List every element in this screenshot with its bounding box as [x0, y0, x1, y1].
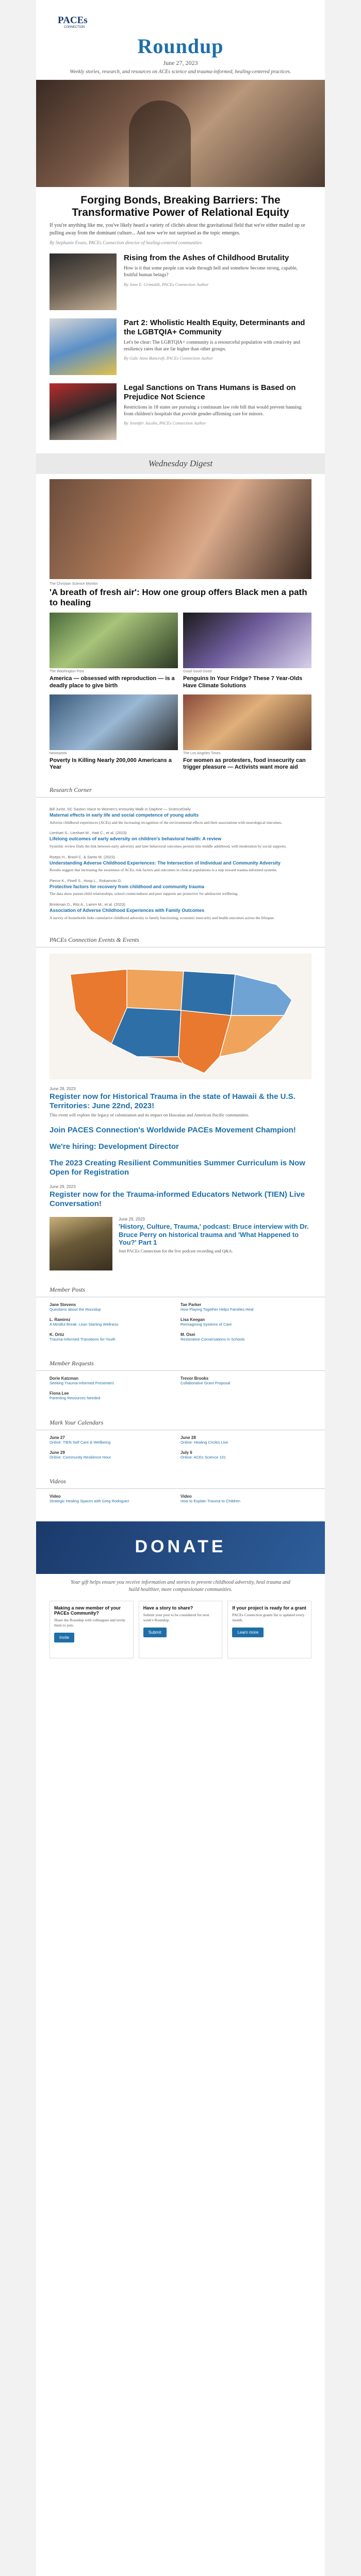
digest-top-source: The Christian Science Monitor — [50, 582, 98, 586]
lead-image[interactable] — [36, 80, 325, 187]
research-abstract: Systemic review finds the link between early adversity and later behavioral outcomes persists into middle adulthood, with moderation by social supports. — [50, 844, 287, 849]
list-item[interactable] — [180, 1329, 311, 1344]
author-name: Jane Stevens — [50, 1302, 76, 1307]
video-link[interactable]: Strategic Healing Spaces with Greg Rodriguez — [50, 1498, 129, 1503]
post-link[interactable]: Restorative Conversations in Schools — [180, 1337, 245, 1342]
event-link[interactable]: Online: TIEN Self Care & Wellbeing — [50, 1439, 111, 1445]
cta-heading: If your project is ready for a grant — [232, 1605, 306, 1611]
digest-source: Newsweek — [50, 751, 67, 755]
author-name: Trevor Brooks — [180, 1376, 209, 1381]
feature-title[interactable]: Legal Sanctions on Trans Humans is Based on Prejudice Not Science — [124, 383, 296, 401]
author-name: Fiona Lee — [50, 1391, 69, 1396]
feature-row — [36, 383, 325, 440]
newsletter-title: Roundup — [137, 35, 224, 58]
event-date: June 29, 2023 — [50, 1184, 76, 1189]
event-item — [36, 1159, 325, 1177]
feature-row — [36, 253, 325, 310]
cta-box — [50, 1601, 134, 1658]
research-meta: Bill Jurist, SC Saxton Voice to Women's Immunity Walk in Daphne — ScienceDaily — [50, 807, 191, 812]
list-item[interactable] — [180, 1299, 311, 1314]
lead-body: If you're anything like me, you've likely heard a variety of clichés about the gravitational field that we're either mailed up or pulling away from the dominant culture... And now we're not surprised as the topic emerges. — [50, 223, 305, 236]
podcast-description: Join PACEs Connection for the live podcast recording and Q&A. — [119, 1248, 233, 1253]
event-title[interactable]: Join PACES Connection's Worldwide PACEs Movement Champion! — [50, 1125, 296, 1134]
lead-article — [36, 194, 325, 245]
event-item — [36, 1087, 325, 1118]
digest-item[interactable] — [183, 613, 311, 689]
post-link[interactable]: A Mindful Break: Lean Starting Wellness — [50, 1322, 119, 1327]
post-link[interactable]: Trauma-Informed Transitions for Youth — [50, 1337, 116, 1342]
research-title[interactable]: Protective factors for recovery from childhood and community trauma — [50, 884, 205, 889]
feature-thumbnail[interactable] — [50, 383, 117, 440]
post-link[interactable]: How Playing Together Helps Families Heal — [180, 1307, 254, 1312]
list-item[interactable] — [50, 1314, 180, 1329]
digest-source: Good Good Good — [183, 670, 212, 674]
event-date: June 28, 2023 — [50, 1087, 76, 1092]
feature-thumbnail[interactable] — [50, 253, 117, 310]
feature-byline: By Jennifer Jacobs, PACEs Connection Author — [124, 420, 206, 426]
research-title[interactable]: Maternal effects in early life and social competence of young adults — [50, 812, 199, 818]
event-item — [36, 1142, 325, 1151]
research-abstract: Adverse childhood experiences (ACEs) and the increasing recognition of the environmental effects and their associations with neurological outcomes. — [50, 820, 282, 825]
cta-box — [227, 1601, 311, 1658]
research-meta: Pierce K., Pinell S., Hosp L., Rokamoto G. — [50, 878, 122, 883]
cta-box — [139, 1601, 223, 1658]
email-body — [36, 0, 325, 2576]
podcast-date: June 29, 2023 — [119, 1216, 145, 1222]
list-item[interactable] — [50, 1447, 180, 1462]
digest-title[interactable]: America — obsessed with reproduction — is a deadly place to give birth — [50, 675, 175, 689]
event-date: July 6 — [180, 1450, 192, 1455]
research-list — [36, 798, 325, 921]
research-item — [50, 831, 311, 849]
digest-item[interactable] — [50, 694, 178, 771]
list-item[interactable] — [50, 1373, 180, 1388]
cta-body: Submit your post to be considered for next week's Roundup. — [143, 1612, 209, 1623]
feature-byline: By Gale Anne Bancroft, PACEs Connection Author — [124, 355, 214, 361]
calendar-list — [36, 1430, 325, 1462]
request-link[interactable]: Parenting Resources Needed — [50, 1396, 101, 1401]
research-item — [50, 807, 311, 825]
research-item — [50, 855, 311, 873]
author-name: Lisa Keegan — [180, 1317, 205, 1323]
author-name: K. Ortiz — [50, 1332, 64, 1337]
cta-heading: Have a story to share? — [143, 1605, 193, 1611]
feature-body: Let's be clear: The LGBTQIA+ community is a resourceful population with creativity and resiliency rates that are far higher than other groups. — [124, 340, 300, 352]
author-name: Dorie Katzman — [50, 1376, 79, 1381]
research-title[interactable]: Understanding Adverse Childhood Experiences: The Intersection of Individual and Community Adversity — [50, 860, 281, 866]
lead-title[interactable]: Forging Bonds, Breaking Barriers: The Transformative Power of Relational Equity — [72, 194, 289, 219]
digest-image[interactable] — [50, 613, 178, 668]
list-item[interactable] — [50, 1432, 180, 1447]
digest-title[interactable]: Poverty Is Killing Nearly 200,000 Americans a Year — [50, 757, 172, 770]
logo-sub: CONNECTION — [64, 26, 85, 29]
invite-button[interactable]: Invite — [54, 1633, 74, 1642]
research-item — [50, 878, 311, 897]
research-abstract: A survey of households links cumulative childhood adversity to family functioning, economic insecurity and health outcomes across the lifespan. — [50, 915, 275, 920]
list-item[interactable] — [180, 1314, 311, 1329]
learn-more-button[interactable]: Learn more — [232, 1628, 264, 1637]
list-item[interactable] — [180, 1373, 311, 1388]
research-heading: Research Corner — [36, 786, 325, 798]
feature-byline: By Jane E. Grimaldi, PACEs Connection Author — [124, 281, 209, 287]
list-item[interactable] — [50, 1299, 180, 1314]
newsletter-description: Weekly stories, research, and resources on ACEs science and trauma-informed, healing-centered practices. — [70, 69, 291, 75]
newsletter-date: June 27, 2023 — [163, 59, 198, 66]
event-link[interactable]: Online: ACEs Science 101 — [180, 1454, 226, 1460]
event-link[interactable]: Online: Healing Circles Live — [180, 1439, 228, 1445]
calendar-heading: Mark Your Calendars — [36, 1419, 325, 1430]
digest-title[interactable]: For women as protesters, food insecurity can trigger pleasure — Activists want more aid — [183, 757, 306, 770]
digest-header — [36, 453, 325, 474]
list-item[interactable] — [180, 1432, 311, 1447]
donate-note: Your gift helps ensure you receive information and stories to prevent childhood adversity, heal trauma and build healthier, more compassionate communities. — [71, 1579, 290, 1592]
research-meta: Roeps H., Brazil C. & Santo M. (2023) — [50, 854, 115, 859]
cta-boxes — [36, 1594, 325, 1658]
author-name: M. Osei — [180, 1332, 195, 1337]
research-abstract: Results suggest that increasing the awareness of ACEs, risk factors and outcomes in clinical populations is a step toward trauma-informed systems. — [50, 868, 277, 873]
digest-image[interactable] — [183, 613, 311, 668]
podcast-image[interactable] — [50, 1217, 112, 1270]
member-posts-heading: Member Posts — [36, 1286, 325, 1297]
post-link[interactable]: Reimagining Systems of Care — [180, 1322, 232, 1327]
event-date: June 29 — [50, 1450, 65, 1455]
list-item[interactable] — [50, 1388, 180, 1403]
request-link[interactable]: Collaborative Grant Proposal — [180, 1381, 231, 1386]
video-link[interactable]: How to Explain Trauma to Children — [180, 1498, 240, 1503]
feature-row — [36, 318, 325, 375]
author-name: Tae Parker — [180, 1302, 202, 1307]
research-meta: Lienhart S., Lienhart M., Hatt C., et al. (2023) — [50, 831, 127, 836]
digest-source: The Los Angeles Times — [183, 751, 221, 755]
logo[interactable] — [36, 0, 325, 34]
podcast-feature — [36, 1217, 325, 1270]
feature-title[interactable]: Rising from the Ashes of Childhood Brutality — [124, 253, 289, 263]
post-link[interactable]: Questions about the Roundup — [50, 1307, 101, 1312]
digest-top-title[interactable]: 'A breath of fresh air': How one group offers Black men a path to healing — [50, 587, 307, 607]
event-title[interactable]: Register now for the Trauma-informed Educators Network (TIEN) Live Conversation! — [50, 1190, 305, 1208]
submit-button[interactable]: Submit — [143, 1628, 167, 1637]
member-requests-heading: Member Requests — [36, 1360, 325, 1371]
event-link[interactable]: Online: Community Resilience Hour — [50, 1454, 111, 1460]
us-map[interactable] — [50, 954, 311, 1079]
podcast-title[interactable]: 'History, Culture, Trauma,' podcast: Bruce interview with Dr. Bruce Perry on historical trauma and 'What Happened to You?' Part 1 — [119, 1222, 309, 1247]
digest-image[interactable] — [183, 694, 311, 750]
digest-item[interactable] — [183, 694, 311, 771]
author-name: L. Ramirez — [50, 1317, 71, 1323]
videos-heading: Videos — [36, 1478, 325, 1489]
lead-byline: By Stephanie Evans, PACEs Connection director of healing-centered communities — [50, 240, 202, 246]
digest-item[interactable] — [50, 613, 178, 689]
digest-image[interactable] — [50, 694, 178, 750]
feature-body: How is it that some people can wade through hell and somehow become strong, capable, fruitful human beings? — [124, 265, 298, 278]
video-label: Video — [50, 1494, 61, 1499]
research-title[interactable]: Association of Adverse Childhood Experiences with Family Outcomes — [50, 907, 205, 913]
event-date: June 28 — [180, 1435, 196, 1440]
donate-label: DONATE — [135, 1536, 226, 1556]
event-title[interactable]: The 2023 Creating Resilient Communities Summer Curriculum is Now Open for Registration — [50, 1158, 305, 1177]
list-item[interactable] — [180, 1491, 311, 1506]
event-item — [36, 1184, 325, 1209]
us-map-graphic — [50, 954, 311, 1079]
feature-title[interactable]: Part 2: Wholistic Health Equity, Determinants and the LGBTQIA+ Community — [124, 318, 305, 336]
digest-top-image[interactable] — [50, 479, 311, 579]
research-title[interactable]: Lifelong outcomes of early adversity on children's behavioral health: A review — [50, 836, 222, 842]
research-meta: Brinkman D., Ritz A., Lamm M., et al. (2023) — [50, 902, 125, 907]
event-description: This event will explore the legacy of colonization and its impact on Hawaiian and American Pacific communities. — [50, 1112, 250, 1118]
events-heading: PACEs Connection Events & Events — [36, 936, 325, 947]
event-date: June 27 — [50, 1435, 65, 1440]
digest-heading: Wednesday Digest — [148, 459, 213, 469]
videos-list — [36, 1489, 325, 1506]
cta-body: Share the Roundup with colleagues and invite them to join. — [54, 1617, 125, 1628]
event-title[interactable]: Register now for Historical Trauma in the state of Hawaii & the U.S. Territories: June 22nd, 2023! — [50, 1092, 296, 1111]
digest-grid — [36, 474, 325, 771]
cta-body: PACEs Connection grants list is updated every month. — [232, 1612, 305, 1623]
list-item[interactable] — [180, 1447, 311, 1462]
member-requests-list — [36, 1371, 325, 1403]
video-label: Video — [180, 1494, 192, 1499]
request-link[interactable]: Seeking Trauma-Informed Presenters — [50, 1381, 114, 1386]
donate-banner[interactable] — [36, 1521, 325, 1574]
event-item — [36, 1126, 325, 1135]
digest-source: The Washington Post — [50, 670, 84, 674]
event-title[interactable]: We're hiring: Development Director — [50, 1142, 179, 1151]
member-posts-list — [36, 1297, 325, 1344]
feature-body: Restrictions in 18 states are pursuing a continuum law role bill that would prevent banning from children's hospitals that provide gender-affirming care for minors. — [124, 404, 302, 417]
feature-thumbnail[interactable] — [50, 318, 117, 375]
research-item — [50, 902, 311, 921]
list-item[interactable] — [50, 1329, 180, 1344]
cta-heading: Making a new member of your PACEs Community? — [54, 1605, 121, 1616]
logo-mark: PACEs — [58, 15, 88, 26]
list-item[interactable] — [50, 1491, 180, 1506]
digest-title[interactable]: Penguins In Your Fridge? These 7 Year-Olds Have Climate Solutions — [183, 675, 303, 689]
research-abstract: The data show parent-child relationships, school connectedness and peer supports are protective for adolescent wellbeing. — [50, 891, 238, 896]
